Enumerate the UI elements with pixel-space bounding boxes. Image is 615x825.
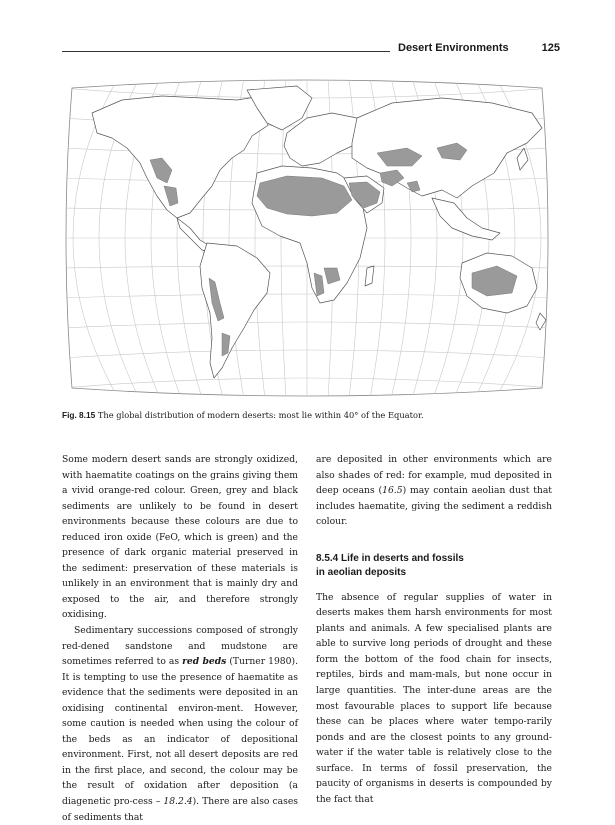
paragraph: The absence of regular supplies of water in deserts makes them harsh environments for most plants and animals. A few specialised plants are able to survive long periods of drought and these form the bottom of the food chain for insects, reptiles, birds and mam-mals, but none occur in large quantities. The inter-dune areas are the most favourable places to support life because these can be places where water tempo-rarily ponds and are the closest points to any ground-water if the water table is relatively close to the surface. In terms of fossil preservation, the paucity of organisms in deserts is compounded by the fact that [316, 591, 552, 805]
figure-label: Fig. 8.15 [62, 410, 96, 420]
figure-caption [62, 410, 552, 421]
paragraph: are deposited in other environments which are also shades of red: for example, mud deposited in deep oceans (16.5) may contain aeolian dust that includes haematite, giving the sediment a reddish colour. [316, 454, 552, 528]
section-heading: 8.5.4 Life in deserts and fossils in aeolian deposits [316, 552, 464, 578]
running-head [390, 42, 560, 54]
paragraph: Sedimentary successions composed of strongly red-dened sandstone and mudstone are sometimes referred to as red beds (Turner 1980). It is tempting to use the presence of haematite as evidence that the sediments were deposited in an oxidising continental environ-ment. However, some caution is needed when using the colour of the beds as an indicator of depositional environment. First, not all desert deposits are red in the first place, and second, the colour may be the result of oxidation after deposition (a diagenetic pro-cess – 18.2.4). There are also cases of sediments that [62, 625, 298, 823]
paragraph: Some modern desert sands are strongly oxidized, with haematite coatings on the grains giving them a vivid orange-red colour. Green, grey and black sediments are unlikely to be found in desert environments because these colours are due to reduced iron oxide (FeO, which is green) and the presence of dark organic material preserved in the sediment: preservation of these materials is unlikely in an environment that is mainly dry and exposed to the air, and therefore strongly oxidising. [62, 454, 298, 621]
term-red-beds: red beds [182, 656, 227, 668]
page-number: 125 [541, 42, 560, 54]
world-desert-map [62, 78, 552, 398]
cross-reference: 16.5 [382, 485, 403, 497]
figure-caption-text: The global distribution of modern deserts: most lie within 40° of the Equator. [97, 410, 424, 420]
section-title: Desert Environments [398, 42, 509, 54]
cross-reference: 18.2.4 [163, 796, 193, 808]
left-column [62, 452, 298, 825]
right-column [316, 452, 552, 807]
